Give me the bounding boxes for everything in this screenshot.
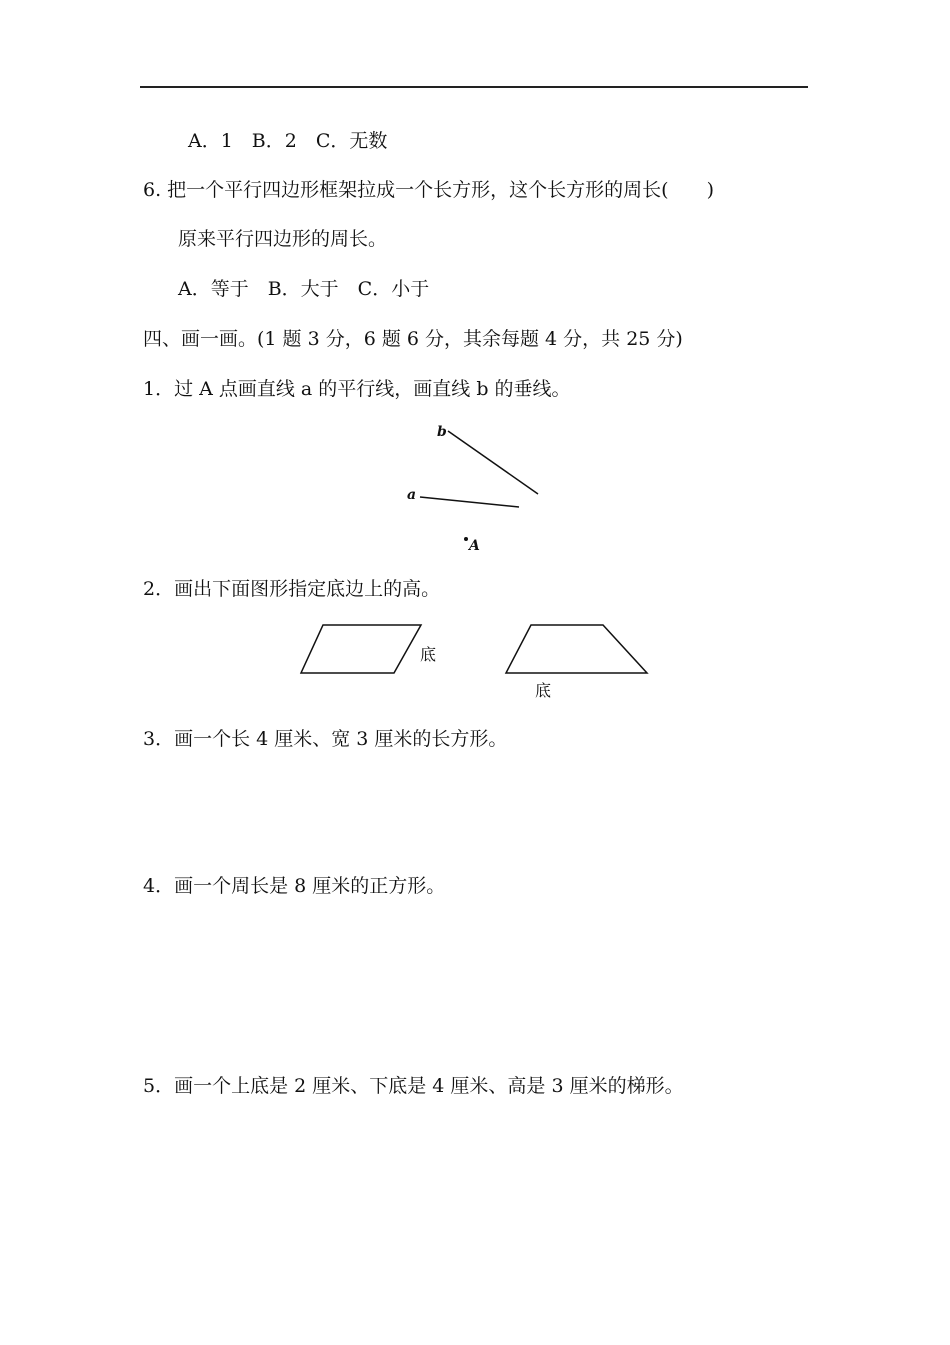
line-a (420, 497, 519, 507)
q5-options: A．1 B．2 C．无数 (188, 130, 388, 152)
section4-item-4: 4．画一个周长是 8 厘米的正方形。 (143, 875, 446, 897)
figure-lines-a-b (395, 420, 555, 560)
line-a-label: a (407, 487, 417, 503)
header-rule (140, 86, 808, 88)
point-a-dot (464, 537, 468, 541)
trapezoid-shape (506, 625, 647, 673)
parallelogram-shape (301, 625, 421, 673)
q6-question-line1: 6. 把一个平行四边形框架拉成一个长方形，这个长方形的周长( ) (143, 179, 714, 201)
section4-item-1: 1．过 A 点画直线 a 的平行线，画直线 b 的垂线。 (143, 378, 571, 400)
line-b-label: b (437, 424, 447, 440)
line-b (448, 431, 538, 494)
trapezoid-base-label: 底 (535, 681, 552, 700)
q6-options: A．等于 B．大于 C．小于 (178, 278, 430, 300)
section4-heading: 四、画一画。(1 题 3 分，6 题 6 分，其余每题 4 分，共 25 分) (143, 328, 683, 350)
figure-shapes-base (295, 618, 660, 703)
section4-item-2: 2．画出下面图形指定底边上的高。 (143, 578, 441, 600)
point-a-label: A (469, 538, 480, 554)
section4-item-3: 3．画一个长 4 厘米、宽 3 厘米的长方形。 (143, 728, 508, 750)
section4-item-5: 5．画一个上底是 2 厘米、下底是 4 厘米、高是 3 厘米的梯形。 (143, 1075, 684, 1097)
parallelogram-base-label: 底 (420, 645, 437, 664)
q6-question-line2: 原来平行四边形的周长。 (178, 228, 388, 250)
